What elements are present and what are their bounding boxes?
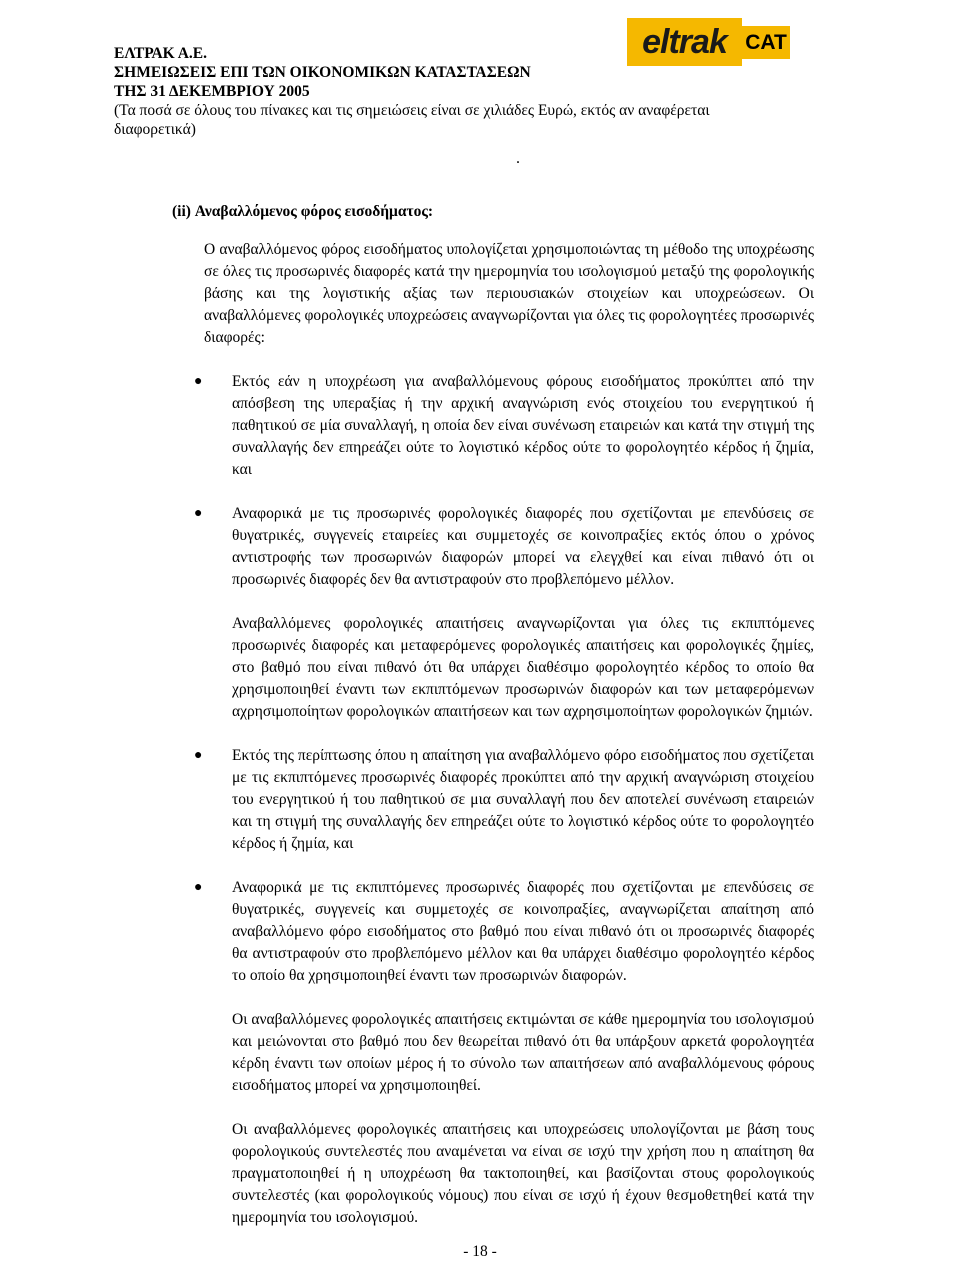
header-note: (Τα ποσά σε όλους του πίνακες και τις σημειώσεις είναι σε χιλιάδες Ευρώ, εκτός αν αναφέρεται διαφορετικά) (114, 102, 710, 138)
paragraph: Οι αναβαλλόμενες φορολογικές απαιτήσεις και υποχρεώσεις υπολογίζονται με βάση τους φορολογικούς συντελεστές που αναμένεται να είναι σε ισχύ την χρήση που η απαίτηση θα πραγματοποιηθεί ή η υποχρέωση θα τακτοποιηθεί, και βασίζονται στους φορολογικούς συντελεστές (και φορολογικούς νόμους) που είναι σε ισχύ ή έχουν θεσμοθετηθεί κατά την ημερομηνία του ισολογισμού. (232, 1121, 814, 1226)
list-item (194, 503, 814, 591)
document-header (114, 44, 714, 139)
intro-paragraph: Ο αναβαλλόμενος φόρος εισοδήματος υπολογίζεται χρησιμοποιώντας τη μέθοδο της υποχρέωσης σε όλες τις προσωρινές διαφορές κατά την ημερομηνία του ισολογισμού μεταξύ της φορολογικής βάσης και της λογιστικής αξίας των περιουσιακών στοιχείων και υποχρεώσεων. Οι αναβαλλόμενες φορολογικές υποχρεώσεις αναγνωρίζονται για όλες τις φορολογητέες προσωρινές διαφορές: (204, 241, 814, 346)
cat-logo (742, 18, 790, 66)
bullet-text: Εκτός εάν η υποχρέωση για αναβαλλόμενους φόρους εισοδήματος προκύπτει από την απόσβεση της υπεραξίας ή την αρχική αναγνώριση ενός στοιχείου του ενεργητικού ή παθητικού σε μία συναλλαγή, η οποία δεν είναι συνένωση εταιρειών και κατά την στιγμή της συναλλαγής δεν επηρεάζει ούτε το λογιστικό κέρδος ούτε το φορολογητέο κέρδος ή ζημία, και (232, 373, 814, 478)
paragraph: Αναβαλλόμενες φορολογικές απαιτήσεις αναγνωρίζονται για όλες τις εκπιπτόμενες προσωρινές διαφορές και μεταφερόμενες φορολογικές απαιτήσεις και φορολογικές ζημίες, στο βαθμό που είναι πιθανό ότι θα υπάρχει διαθέσιμο φορολογητέο κέρδος το οποίο θα χρησιμοποιηθεί έναντι των εκπιπτόμενων προσωρινών διαφορών και των μεταφερόμενων αχρησιμοποίητων φορολογικών απαιτήσεων και των αχρησιμοποίητων φορολογικών ζημιών. (232, 615, 814, 720)
bullet-text: Εκτός της περίπτωσης όπου η απαίτηση για αναβαλλόμενο φόρο εισοδήματος που σχετίζεται με τις εκπιπτόμενες προσωρινές διαφορές προκύπτει από την αρχική αναγνώριση στοιχείου του ενεργητικού ή του παθητικού σε μια συναλλαγή που δεν αποτελεί συνένωση εταιρειών και τη στιγμή της συναλλαγής δεν επηρεάζει ούτε το λογιστικό κέρδος ούτε το φορολογητέο κέρδος ή ζημία, και (232, 747, 814, 852)
eltrak-logo: eltrak (627, 18, 742, 66)
bullet-text: Αναφορικά με τις εκπιπτόμενες προσωρινές διαφορές που σχετίζονται με επενδύσεις σε θυγατρικές, συγγενείς και συμμετοχές σε κοινοπραξίες, αναγνωρίζεται απαίτηση από αναβαλλόμενο φόρο εισοδήματος στο βαθμό που είναι πιθανό ότι οι προσωρινές διαφορές θα αντιστραφούν στο προβλεπόμενο μέλλον και θα υπάρχει διαθέσιμο φορολογητέο κέρδος το οποίο θα χρησιμοποιηθεί έναντι των προσωρινών διαφορών. (232, 879, 814, 984)
list-item (194, 745, 814, 855)
bullet-icon: ● (194, 374, 203, 389)
bullet-icon: ● (194, 506, 203, 521)
page-number: - 18 - (463, 1243, 497, 1260)
list-item (194, 877, 814, 987)
eltrak-cat-logo (627, 18, 790, 66)
stray-dot: . (516, 150, 520, 167)
section-heading: (ii) Αναβαλλόμενος φόρος εισοδήματος: (172, 203, 434, 220)
company-name: ΕΛΤΡΑΚ Α.Ε. (114, 45, 208, 62)
paragraph: Οι αναβαλλόμενες φορολογικές απαιτήσεις εκτιμώνται σε κάθε ημερομηνία του ισολογισμού και μειώνονται στο βαθμό που δεν θεωρείται πιθανό ότι θα υπάρξουν αρκετά φορολογητέα κέρδη έναντι των οποίων μέρος ή το σύνολο των απαιτήσεων από αναβαλλόμενους φόρους εισοδήματος μπορεί να χρησιμοποιηθεί. (232, 1011, 814, 1094)
bullet-icon: ● (194, 880, 203, 895)
bullet-icon: ● (194, 748, 203, 763)
header-title-line2: ΤΗΣ 31 ΔΕΚΕΜΒΡΙΟΥ 2005 (114, 83, 310, 100)
cat-logo-text: CAT (742, 26, 790, 59)
main-content (174, 201, 814, 1251)
header-title-line1: ΣΗΜΕΙΩΣΕΙΣ ΕΠΙ ΤΩΝ ΟΙΚΟΝΟΜΙΚΩΝ ΚΑΤΑΣΤΑΣΕΩΝ (114, 64, 531, 81)
list-item (194, 371, 814, 481)
bullet-text: Αναφορικά με τις προσωρινές φορολογικές διαφορές που σχετίζονται με επενδύσεις σε θυγατρικές, συγγενείς εταιρείες και συμμετοχές σε κοινοπραξίες εκτός όπου ο χρόνος αντιστροφής των προσωρινών διαφορών μπορεί να ελεγχθεί και είναι πιθανό ότι οι προσωρινές διαφορές δεν θα αντιστραφούν στο προβλεπόμενο μέλλον. (232, 505, 814, 588)
